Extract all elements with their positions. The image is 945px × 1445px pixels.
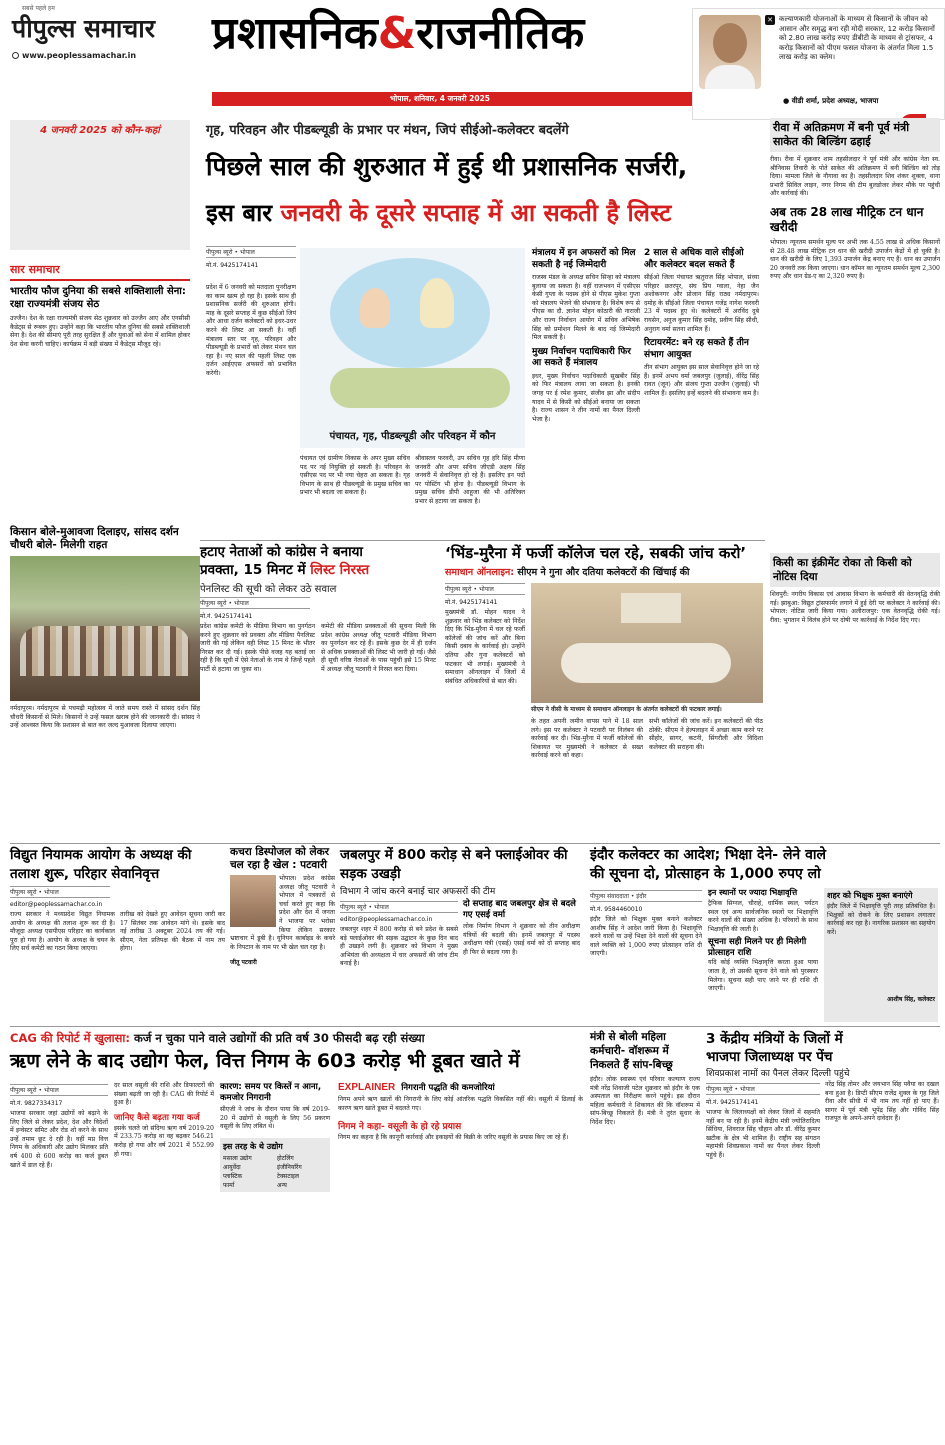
vidyut-email[interactable]: editor@peoplessamachar.co.in	[10, 901, 103, 908]
cag-col-b: दर साल वसूली की राशि और डिफाल्टरों की संख्या बढ़ती जा रही है। CAG की रिपोर्ट में हुआ है।	[114, 1082, 214, 1107]
cag-mobile: मो.नं. 9827334317	[10, 1100, 63, 1107]
indore-box-body: इंदौर जिले में भिक्षावृत्ति पूरी तरह प्रतिबंधित है। भिक्षुकों को रोकने के लिए प्रशासन लगातार कार्रवाई कर रहा है। नागरिक प्रशासन का सहयोग करें।	[827, 903, 935, 936]
kendriya-mobile: मो.नं. 9425174141	[706, 1099, 759, 1106]
jabalpur-story	[340, 846, 580, 1024]
jabalpur-byline: पीपुल्स ब्यूरो • भोपाल	[340, 901, 458, 913]
lead-col-a: प्रदेश में 6 जनवरी को मतदाता पुनरीक्षण का काम खत्म हो रहा है। इसके साथ ही प्रशासनिक सर्जरी की शुरुआत होगी। माह के दूसरे सप्ताह में कुछ सीईओ जिपं और आधा दर्जन कलेक्टरों को इधर-उधर करने की लिस्ट आ सकती है। वहीं मंत्रालय स्तर पर गृह, परिवहन और पीडब्ल्यूडी के प्रभारों को लेकर मंथन चल रहा है। नए साल की पहली लिस्ट एक दर्जन आईएएस अफसरों को प्रभावित करेगी।	[206, 284, 296, 377]
congress-headline-2	[200, 561, 440, 579]
side-4-body: तीन संभाग आयुक्त इस साल सेवानिवृत्त होने जा रहे हैं। इनमें अभय वर्मा जबलपुर (जुलाई), वीरेंद्र सिंह रावत (जून) और संजय गुप्ता उज्जैन (जुलाई) भी शामिल हैं। इसलिए इन्हें बदलने की संभावना कम है।	[644, 364, 759, 397]
side-2-body: इधर, मुख्य निर्वाचन पदाधिकारी सुखबीर सिंह को फिर मंत्रालय लाया जा सकता है। इनकी जगह पर ई रमेश कुमार, संजीव झा और संदीप यादव में से किसी को सीईओ बनाया जा सकता है। राज्य शासन ने तीन नामों का पैनल दिल्ली भेजा है।	[532, 372, 640, 423]
lead-headline-2-a: इस बार	[206, 199, 273, 227]
rewa-body-2: भोपाल। न्यूनतम समर्थन मूल्य पर अभी तक 4.55 लाख से अधिक किसानों से 28.48 लाख मीट्रिक टन धान की खरीदी उपार्जन केंद्रों में हो चुकी है। धान की खरीदी के लिए 1,393 उपार्जन केंद्र बनाए गए हैं। धान का उपार्जन 20 जनवरी तक किया जाएगा। धान कॉमन का न्यूनतम समर्थन मूल्य 2,300 रुपए और धान ग्रेड-ए का 2,320 रुपए है।	[770, 238, 940, 281]
cartoon-sky	[330, 258, 490, 368]
portrait-face	[713, 23, 747, 63]
industry-item: होटलिंग	[277, 1154, 294, 1162]
explainer-body: निगम अपने ऋण खातों की निगरानी के लिए कोई आंतरिक पद्धति विकसित नहीं की। वसूली में ढिलाई के कारण ऋण खाते डूबत में बदलते गए।	[338, 1096, 583, 1112]
jabalpur-side-heading: दो सप्ताह बाद जबलपुर क्षेत्र से बदले गए एसई वर्मा	[463, 899, 576, 920]
indore-headline-2: की सूचना दो, प्रोत्साहन के 1,000 रुपए लो	[590, 866, 821, 882]
quote-author	[783, 96, 933, 106]
bhind-kicker	[445, 565, 765, 578]
lead-byline	[206, 244, 296, 269]
saar-headline: भारतीय फौज दुनिया की सबसे शक्तिशाली सेना: रक्षा राज्यमंत्री संजय सेठ	[10, 286, 186, 310]
kendriya-headline-1: 3 केंद्रीय मंत्रियों के जिलों में	[706, 1031, 843, 1047]
rewa-headline-2: अब तक 28 लाख मीट्रिक टन धान खरीदी	[770, 204, 924, 234]
cartoon-figure-1	[360, 288, 390, 328]
crowd-shape	[20, 626, 190, 676]
bhind-headline: ‘भिंड-मुरैना में फर्जी कॉलेज चल रहे, सबकी जांच करो’	[445, 544, 747, 562]
section-title-part2: राजनीतिक	[416, 8, 585, 59]
farmer-story	[10, 526, 200, 836]
paper-name[interactable]: पीपुल्स समाचार	[12, 14, 155, 43]
rewa-headline: रीवा में अतिक्रमण में बनी पूर्व मंत्री साकेत की बिल्डिंग ढहाई	[770, 118, 940, 152]
notice-headline: किसी का इंक्रीमेंट रोका तो किसी को नोटिस दिया	[770, 553, 940, 587]
kachra-body: भोपाल। प्रदेश कांग्रेस अध्यक्ष जीतू पटवारी ने भोपाल में पत्रकारों से चर्चा करते हुए कहा कि प्रदेश और देश में जनता ने भाजपा पर भरोसा किया लेकिन सरकार भ्रष्टाचार में डूबी है। यूनियन कार्बाइड के कचरे के निपटान के नाम पर भी खेल चल रहा है।	[230, 875, 335, 951]
quote-box	[692, 8, 945, 120]
bhind-col-a: मुख्यमंत्री डॉ. मोहन यादव ने शुक्रवार को भिंड कलेक्टर को निर्देश दिए कि भिंड-मुरैना में चल रहे फर्जी कॉलेजों की जांच करें और बिना किसी दबाव के कार्रवाई हो। उन्होंने दतिया और गुना कलेक्टरों को फटकार भी लगाई। मुख्यमंत्री ने समाधान ऑनलाइन में जिलों में संबंधित अधिकारियों से बात की।	[445, 609, 525, 685]
cag-story	[10, 1030, 585, 1440]
indore-box	[824, 888, 938, 1022]
section-title	[212, 4, 584, 64]
jabalpur-email[interactable]: editor@peoplessamachar.co.in	[340, 916, 433, 923]
section-title-amp: &	[377, 8, 417, 59]
congress-byline: पीपुल्स ब्यूरो • भोपाल	[200, 597, 310, 609]
mahila-headline: मंत्री से बोली महिला कर्मचारी- वॉशरूम में निकलते हैं सांप-बिच्छू	[590, 1031, 673, 1071]
vidyut-headline: विद्युत नियामक आयोग के अध्यक्ष की तलाश शुरू, परिहार सेवानिवृत्त	[10, 847, 192, 882]
saar-label: सार समाचार	[10, 262, 190, 281]
congress-col-a: प्रदेश कांग्रेस कमेटी के मीडिया विभाग का पुनर्गठन करने हुए शुक्रवार को प्रवक्ता और मीडिया पैनलिस्ट जारी की गई लेकिन वही लिस्ट 15 मिनट के भीतर निरस्त कर दी गई। इसके पीछे वजह यह बताई जा रही है कि सूची में ऐसे नेताओं के नाम थे जिन्हें पहले पार्टी से हटाया जा चुका था।	[200, 623, 315, 673]
bhind-photo-caption: सीएम ने वीसी के माध्यम से समाधान ऑनलाइन के अंतर्गत कलेक्टरों की फटकार लगाई।	[531, 706, 722, 713]
kachra-headline: कचरा डिस्पोजल को लेकर चल रहा है खेल : पटवारी	[230, 846, 329, 871]
industry-item: मसाला उद्योग	[223, 1154, 252, 1162]
farmer-body: नर्मदापुरम। नर्मदापुरम से पचमढ़ी महोत्सव में जाते समय रास्ते में सांसद दर्शन सिंह चौधरी किसानों से मिले। किसानों ने उन्हें फसल खराब होने की जानकारी दी। सांसद ने उन्हें आश्वस्त किया कि प्रशासन से बात कर जल्द मुआवजा दिलाया जाएगा।	[10, 705, 200, 730]
quote-photo	[699, 15, 761, 89]
cag-byline: पीपुल्स ब्यूरो • भोपाल	[10, 1084, 108, 1096]
side-1-body: राजस्व मंडल के अध्यक्ष सचिन सिन्हा को मंत्रालय बुलाया जा सकता है। वहीं राजभवन में एसीएस केसी गुप्ता के पदस्थ होने से पीएस मुकेश गुप्ता को मंत्रालय भेजने की संभावना है। विशेष रूप से पीएस का दौ. ज्ञानेश मोहन कोठारी की नाराजी और राज्य निर्वाचन आयोग में सचिव अभिषेक सिंह को प्रमोशन मिलने के बाद नई जिम्मेदारी मिल सकती है।	[532, 274, 640, 342]
side-3-body: सीईओ जिला पंचायत ऋतुराज सिंह भोपाल, संध्या परिहार छतरपुर, संघ प्रिय ग्वाला, नेहा जैन अशोकनगर और प्रोजान सिंह राठ्य नर्मदापुरम। दमोह के सीईओ जिला पंचायत गजेंद्र नागेश फरवरी 23 में पदस्थ हुए थे। कलेक्टरों में अरविंद दुबे रायसेन, अनुज कुमार सिंह दमोह, प्रवीण सिंह सीधी, अनुराग वर्मा सतना शामिल हैं।	[644, 274, 759, 333]
lead-headline-2-b: जनवरी के दूसरे सप्ताह में आ सकती है लिस्ट	[280, 199, 672, 227]
cag-headline	[10, 1030, 585, 1046]
bhind-col-b: के तहत अपनी जमीन वापस पाने में 18 साल लगे। इस पर कलेक्टर ने पटवारी पर निलंबन की कार्रवाई कर दी। भिंड-मुरैना में फर्जी कॉलेजों की शिकायत पर मुख्यमंत्री ने कलेक्टर से सख्त कार्रवाई करने को कहा।	[531, 718, 643, 760]
bhind-photo	[531, 583, 763, 703]
jabalpur-headline: जबलपुर में 800 करोड़ से बने फ्लाईओवर की सड़क उखड़ी	[340, 847, 568, 882]
side-2-heading: मुख्य निर्वाचन पदाधिकारी फिर आ सकते हैं मंत्रालय	[532, 346, 631, 369]
industry-item: इंजीनियरिंग	[277, 1163, 302, 1171]
x-social-icon: ✕	[765, 15, 775, 25]
rewa-body: रीवा। रीवा में शुक्रवार शाम तहसीलदार ने पूर्व मंत्री और कांग्रेस नेता स्व. श्रीनिवास तिवारी के पोते साकेत की अतिक्रमण में बनी बिल्डिंग को तोड़ दिया। मामला जिले के नौगावा का है। तहसीलदार शिव शंकर शुक्ला, थाना प्रभारी सिविल लाइन, नगर निगम की टीम बुलडोजर लेकर मौके पर पहुंची और कार्रवाई की।	[770, 156, 940, 198]
explainer-label: EXPLAINER	[338, 1082, 396, 1093]
cag-headline-red: CAG की रिपोर्ट में खुलासा:	[10, 1031, 131, 1045]
dateline: भोपाल, शनिवार, 4 जनवरी 2025	[390, 94, 491, 103]
masthead	[0, 0, 945, 120]
kachra-photo	[230, 875, 276, 927]
cag-col-a: भाजपा सरकार जहां उद्योगों को बढ़ाने के लिए जिले से लेकर प्रदेश, देश और विदेशों में इन्वेस्टर समिट और रोड शो करने के साथ उन्हें तमाम छूट दे रही है। वहीं मप्र वित्त निगम के अधिकारी और उद्योग मिलकर प्रति वर्ष 400 से 600 करोड़ का कर्ज डूबत खाते में डाल रहे हैं।	[10, 1110, 108, 1169]
congress-headline-1: हटाए नेताओं को कांग्रेस ने बनाया	[200, 544, 363, 560]
cartoon-caption: पंचायत, गृह, पीडब्ल्यूडी और परिवहन में कौन	[329, 431, 496, 442]
lead-kicker: गृह, परिवहन और पीडब्ल्यूडी के प्रभार पर मंथन, जिपं सीईओ-कलेक्टर बदलेंगे	[206, 123, 569, 138]
indore-places-body: ट्रैफिक सिग्नल, चौराहे, धार्मिक स्थल, पर्यटन स्थल एवं अन्य सार्वजनिक स्थलों पर भिक्षावृत्ति करने वालों की संख्या अधिक है। परिवारों के साथ भिक्षावृत्ति की जाती है।	[708, 900, 818, 933]
bhind-kicker-red: समाधान ऑनलाइन:	[445, 567, 515, 578]
indore-mobile: मो.नं. 9584460010	[590, 906, 643, 913]
website[interactable]: www.peoplessamachar.in	[22, 51, 137, 60]
quote-author-name: वीडी शर्मा, प्रदेश अध्यक्ष, भाजपा	[791, 96, 879, 105]
side-1-heading: मंत्रालय में इन अफसरों को मिल सकती है नई जिम्मेदारी	[532, 248, 636, 270]
vidyut-col-b: तारीख को देखते हुए आवेदन सूचना जारी कर 17 सितंबर तक आवेदन मांगे थे। इसके बाद नई तारीख 3 अक्टूबर 2024 तय की गई। सीएम, नेता प्रतिपक्ष की बैठक में नाम तय होगा।	[120, 911, 225, 953]
kendriya-byline: पीपुल्स ब्यूरो • भोपाल	[706, 1083, 820, 1095]
lead-side-2	[644, 248, 759, 538]
lead-col-b: पंचायत एवं ग्रामीण विकास के अपर मुख्य सचिव पद पर नई नियुक्ति हो सकती है। परिवहन के एसीएस पद पर भी नया चेहरा आ सकता है। गृह विभाग के साथ ही पीडब्ल्यूडी के प्रमुख सचिव का प्रभार भी बदला जा सकता है।	[300, 455, 410, 497]
indore-story	[590, 846, 940, 1024]
notice-story	[770, 553, 940, 843]
indore-box-heading: शहर को भिक्षुक मुक्त बनाएंगे	[827, 891, 913, 900]
cag-reason-body: सीएजी ने जांच के दौरान पाया कि वर्ष 2019-20 में उद्योगों से वसूली के लिए 56 प्रकरण वसूली के लिए लंबित थे।	[220, 1106, 330, 1131]
kendriya-col-a: भाजपा के जिलाध्यक्षों को लेकर जिलों में सहमति नहीं बन पा रही है। इनमें केंद्रीय मंत्री ज्योतिरादित्य सिंधिया, शिवराज सिंह चौहान और डॉ. वीरेंद्र कुमार खटीक के क्षेत्र भी शामिल हैं। राष्ट्रीय सह संगठन महामंत्री शिवप्रकाश नामों का पैनल लेकर दिल्ली पहुंचे हैं।	[706, 1109, 820, 1159]
nigam-heading: निगम ने कहा- वसूली के हो रहे प्रयास	[338, 1122, 462, 1133]
bhind-mobile: मो.नं. 9425174141	[445, 599, 498, 606]
indore-sub-body: यदि कोई व्यक्ति भिक्षावृत्ति करता हुआ पाया जाता है, तो उसकी सूचना देने वाले को पुरस्कार मिलेगा। सूचना सही पाए जाने पर ही राशि दी जाएगी।	[708, 959, 818, 993]
kendriya-deck: शिवप्रकाश नामों का पैनल लेकर दिल्ली पहुंचे	[706, 1069, 850, 1079]
divider	[10, 1026, 940, 1027]
industry-item: आयुर्वेदा	[223, 1163, 241, 1171]
vidyut-byline: पीपुल्स ब्यूरो • भोपाल	[10, 886, 110, 898]
saar-body: उज्जैन। देश के रक्षा राज्यमंत्री संजय सेठ शुक्रवार को उज्जैन आए और एनसीसी कैडेट्स से रूबरू हुए। उन्होंने कहा कि भारतीय फौज दुनिया की सबसे शक्तिशाली सेना है। देश की सीमाएं पूरी तरह सुरक्षित हैं और युवाओं को सेना में शामिल होकर देश सेवा करनी चाहिए। कार्यक्रम में बड़ी संख्या में कैडेट्स मौजूद रहे।	[10, 315, 190, 348]
jabalpur-side-body: लोक निर्माण विभाग ने शुक्रवार को तीन अधीक्षण यंत्रियों की बदली की। इनमें जबलपुर में पदस्थ अधीक्षण यंत्री (एसई) एसई वर्मा को दो सप्ताह बाद ही फिर से बदला गया है।	[463, 923, 580, 956]
cag-col-b-heading: जानिए कैसे बढ़ता गया कर्ज	[114, 1112, 200, 1123]
bhind-col-c: सभी कॉलेजों की जांच करें। इन कलेक्टरों की पीठ ठोकी: सीएम ने हेल्पलाइन में अच्छा काम करने पर सीहोर, सागर, कटनी, सिंगरौली और विदिशा कलेक्टर की सराहना की।	[649, 718, 763, 751]
congress-headline-2-b: लिस्ट निरस्त	[310, 562, 370, 578]
congress-story	[200, 543, 440, 843]
side-4-heading: रिटायरमेंट: बने रह सकते हैं तीन संभाग आयुक्त	[644, 338, 749, 360]
indore-col-a: इंदौर जिले को भिक्षुक मुक्त बनाने कलेक्टर आशीष सिंह ने आदेश जारी किया है। भिक्षावृत्ति करने वालों या उन्हें भिक्षा देने वालों की सूचना देने वाले व्यक्ति को 1,000 रुपए प्रोत्साहन राशि दी जाएगी।	[590, 916, 702, 958]
lead-headline-2	[206, 196, 766, 230]
bullet-icon: ●	[783, 96, 792, 105]
kendriya-col-b: नरेंद्र सिंह तोमर और जयभान सिंह पवैया का दखल बना हुआ है। डिप्टी सीएम राजेंद्र शुक्ल के गृह जिले रीवा और सीधी में भी नाम तय नहीं हो पाए हैं। सागर में पूर्व मंत्री भूपेंद्र सिंह और गोविंद सिंह राजपूत के अपने-अपने दावेदार हैं।	[825, 1081, 939, 1123]
cartoon	[300, 248, 525, 448]
quote-text: कल्याणकारी योजनाओं के माध्यम से किसानों के जीवन को आसान और समृद्ध बना रही मोदी सरकार, 12 करोड़ किसानों को 2.80 लाख करोड़ रुपए डीबीटी के माध्यम से ट्रांसफर, 4 करोड़ किसानों को पीएम फसल योजना के अंतर्गत मिला 1.5 लाख करोड़ का क्लेम।	[779, 14, 935, 62]
lead-mobile: मो.नं. 9425174141	[206, 262, 259, 269]
explainer-heading: निगरानी पद्धति की कमजोरियां	[401, 1083, 495, 1093]
cag-headline-2: ऋण लेने के बाद उद्योग फेल, वित्त निगम के 603 करोड़ भी डूबत खाते में	[10, 1050, 520, 1072]
bhind-byline: पीपुल्स ब्यूरो • भोपाल	[445, 583, 525, 595]
congress-col-b: कमेटी की मीडिया प्रवक्ताओं की सूचना मिली कि प्रदेश कांग्रेस अध्यक्ष जीतू पटवारी मीडिया विभाग का पुनर्गठन कर रहे हैं। इसके कुछ देर में ही दर्जन से अधिक प्रवक्ताओं की लिस्ट भी जारी हो गई। जैसे ही सूची वरिष्ठ नेताओं के पास पहुंची इसे 15 मिनट में अध्यक्ष जीतू पटवारी ने निरस्त करा दिया।	[321, 623, 436, 673]
cag-col-b-2: इसके चलते जो संदिग्ध ऋण वर्ष 2019-20 में 233.75 करोड़ था वह बढ़कर 546.21 करोड़ हो गया और वर्ष 2021 में 552.99 हो गया।	[114, 1124, 214, 1158]
who-where-box	[10, 120, 190, 250]
farmer-photo	[10, 556, 200, 701]
mahila-body: इंदौर। लोक स्वास्थ्य एवं परिवार कल्याण राज्य मंत्री नरेंद्र शिवाजी पटेल शुक्रवार को इंदौर के एक अस्पताल का निरीक्षण करने पहुंचे। इस दौरान महिला कर्मचारी ने शिकायत की कि वॉशरूम में सांप-बिच्छू निकलते हैं। मंत्री ने तुरंत सुधार के निर्देश दिए।	[590, 1076, 700, 1126]
lead-byline-text: पीपुल्स ब्यूरो • भोपाल	[206, 246, 296, 258]
congress-headline-2-a: प्रवक्ता, 15 मिनट में	[200, 562, 306, 578]
bhind-story	[445, 543, 765, 843]
indore-places-heading: इन स्थानों पर ज्यादा भिक्षावृत्ति	[708, 888, 798, 897]
kachra-story	[230, 846, 335, 1024]
cag-headline-rest: कर्ज न चुका पाने वाले उद्योगों की प्रति वर्ष 30 फीसदी बढ़ रही संख्या	[134, 1031, 425, 1045]
cag-industries-heading: इस तरह के थे उद्योग	[223, 1141, 283, 1151]
congress-mobile: मो.नं. 9425174141	[200, 613, 253, 620]
indore-headline-1: इंदौर कलेक्टर का आदेश; भिक्षा देने- लेने वाले	[590, 847, 826, 863]
section-title-part1: प्रशासनिक	[212, 8, 378, 59]
farmer-headline: किसान बोले-मुआवजा दिलाइए, सांसद दर्शन चौधरी बोले- मिलेगी राहत	[10, 526, 179, 551]
notice-body: शिवपुरी: नगरीय विकास एवं आवास विभाग के कर्मचारी की वेतनवृद्धि रोकी गई। झाबुआ: विद्युत ट्रांसफार्मर लगाने में हुई देरी पर कलेक्टर ने कार्रवाई की। भोपाल: नोटिस जारी किया गया। अलीराजपुर: एक वेतनवृद्धि रोकी गई। रीवा: भुगतान में विलंब होने पर दोषी पर कार्रवाई के निर्देश दिए गए।	[770, 591, 940, 624]
bhind-kicker-rest: सीएम ने गुना और दतिया कलेक्टरों की खिंचाई की	[517, 567, 690, 578]
meeting-table	[561, 643, 731, 683]
kendriya-story	[706, 1030, 940, 1440]
mahila-story	[590, 1030, 700, 1440]
divider	[10, 843, 940, 844]
cartoon-figure-2	[420, 278, 454, 328]
portrait-shirt	[705, 65, 755, 89]
jabalpur-col-a: जबलपुर शहर में 800 करोड़ से बने प्रदेश के सबसे बड़े फ्लाईओवर की सड़क उद्घाटन के कुछ दिन बाद ही उखड़ने लगी है। शुक्रवार को विभाग ने मुख्य अभियंता की अध्यक्षता में चार अफसरों की जांच टीम बनाई है।	[340, 926, 458, 968]
masthead-tagline: सबसे पहले हम	[22, 5, 55, 12]
indore-byline: पीपुल्स संवाददाता • इंदौर	[590, 890, 702, 902]
indore-box-author: आशीष सिंह, कलेक्टर	[887, 996, 935, 1003]
kachra-photo-caption: जीतू पटवारी	[230, 958, 276, 966]
jabalpur-deck: विभाग ने जांच करने बनाई चार अफसरों की टीम	[340, 887, 496, 897]
lead-side-1	[532, 248, 640, 538]
vidyut-story	[10, 846, 225, 1024]
industry-item: फार्मा	[223, 1181, 235, 1189]
who-where-title: 4 जनवरी 2025 को कौन-कहां	[40, 125, 160, 136]
meeting-screen	[621, 593, 681, 623]
vidyut-col-a: राज्य सरकार ने मध्यप्रदेश विद्युत नियामक आयोग के अध्यक्ष की तलाश शुरू कर दी है। मौजूदा अध्यक्ष एसपीएस परिहार का कार्यकाल पूरा हो गया है। आयोग के अध्यक्ष के चयन के लिए सर्च कमेटी का गठन किया जाएगा।	[10, 911, 115, 953]
lead-headline-1: पिछले साल की शुरुआत में हुई थी प्रशासनिक सर्जरी,	[206, 152, 688, 181]
industry-item: टेक्सटाइल	[277, 1172, 299, 1180]
kendriya-headline-2: भाजपा जिलाध्यक्ष पर पेंच	[706, 1049, 833, 1065]
industry-item: अन्य	[277, 1181, 287, 1189]
saar-samachar	[10, 262, 190, 522]
cartoon-ground	[330, 368, 510, 408]
side-3-heading: 2 साल से अधिक वाले सीईओ और कलेक्टर बदल सकते हैं	[644, 248, 744, 270]
congress-deck: पेनलिस्ट की सूची को लेकर उठे सवाल	[200, 584, 337, 595]
industry-item: प्लास्टिक	[223, 1172, 243, 1180]
nigam-body: निगम का कहना है कि कानूनी कार्रवाई और इकाइयों की बिक्री के जरिए वसूली के प्रयास किए जा रहे हैं।	[338, 1134, 569, 1142]
lead-col-c: श्रीवास्तव फरवरी, उप सचिव गृह हरि सिंह मीणा जनवरी और अपर सचिव जीएडी अक्षय सिंह जनवरी में सेवानिवृत्त हो रहे हैं। इसलिए इन पदों पर पोस्टिंग भी होना है। पीडब्ल्यूडी विभाग के प्रमुख सचिव डीपी आहूजा की भी अतिरिक्त प्रभार से हटाया जा सकता है।	[415, 455, 525, 505]
indore-sub-heading	[708, 937, 818, 959]
divider	[200, 540, 765, 541]
cag-reason-heading: कारण: समय पर किस्तें न आना, कमजोर निगरानी	[220, 1082, 322, 1103]
rewa-story	[770, 118, 940, 548]
indore-sub-heading-text: सूचना सही मिलने पर ही मिलेगी प्रोत्साहन राशि	[708, 937, 807, 959]
globe-icon	[12, 52, 19, 59]
